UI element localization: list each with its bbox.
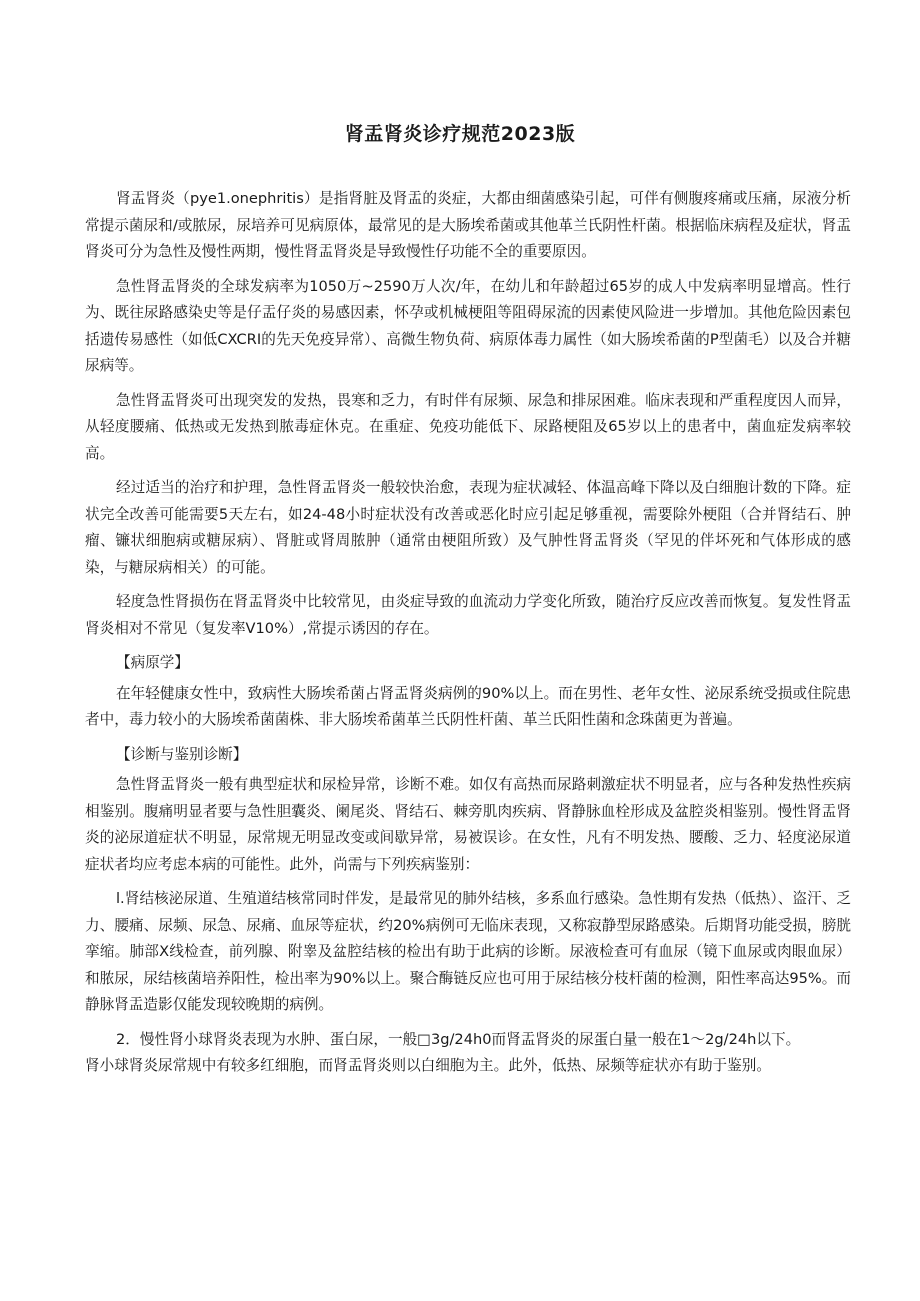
document-body bbox=[85, 186, 851, 1088]
paragraph-item-glomerulonephritis-continued: 肾小球肾炎尿常规中有较多红细胞，而肾盂肾炎则以白细胞为主。此外，低热、尿频等症状亦有助于鉴别。 bbox=[85, 1057, 771, 1074]
paragraph-clinical-features: 急性肾盂肾炎可出现突发的发热，畏寒和乏力，有时伴有尿频、尿急和排尿困难。临床表现和严重程度因人而异，从轻度腰痛、低热或无发热到脓毒症休克。在重症、免疫功能低下、尿路梗阻及65岁以上的患者中，菌血症发病率较高。 bbox=[85, 391, 851, 462]
document-title: 肾盂肾炎诊疗规范2023版 bbox=[344, 123, 576, 145]
paragraph-kidney-injury: 轻度急性肾损伤在肾盂肾炎中比较常见，由炎症导致的血流动力学变化所致，随治疗反应改善而恢复。复发性肾盂肾炎相对不常见（复发率V10%）,常提示诱因的存在。 bbox=[85, 593, 851, 637]
paragraph-item-glomerulonephritis: 2．慢性肾小球肾炎表现为水肿、蛋白尿，一般□3g∕24h0而肾盂肾炎的尿蛋白量一般在1～2g∕24h以下。 bbox=[116, 1030, 801, 1048]
paragraph-item-tuberculosis: l.肾结核泌尿道、生殖道结核常同时伴发，是最常见的肺外结核，多系血行感染。急性期有发热（低热）、盗汗、乏力、腰痛、尿频、尿急、尿痛、血尿等症状，约20%病例可无临床表现，又称寂静型尿路感染。后期肾功能受损，膀胱挛缩。肺部X线检查，前列腺、附睾及盆腔结核的检出有助于此病的诊断。尿液检查可有血尿（镜下血尿或肉眼血尿）和脓尿，尿结核菌培养阳性，检出率为90%以上。聚合酶链反应也可用于尿结核分枝杆菌的检测，阳性率高达95%。而静脉肾盂造影仅能发现较晚期的病例。 bbox=[85, 890, 851, 1013]
paragraph-definition: 肾盂肾炎（pye1.onephritis）是指肾脏及肾盂的炎症，大都由细菌感染引起，可伴有侧腹疼痛或压痛，尿液分析常提示菌尿和/或脓尿，尿培养可见病原体，最常见的是大肠埃希菌或其他革兰氏阴性杆菌。根据临床病程及症状，肾盂肾炎可分为急性及慢性两期，慢性肾盂肾炎是导致慢性仔功能不全的重要原因。 bbox=[85, 190, 851, 260]
paragraph-diagnosis: 急性肾盂肾炎一般有典型症状和尿检异常，诊断不难。如仅有高热而尿路刺激症状不明显者，应与各种发热性疾病相鉴别。腹痛明显者要与急性胆囊炎、阑尾炎、肾结石、棘旁肌肉疾病、肾静脉血栓形成及盆腔炎相鉴别。慢性肾盂肾炎的泌尿道症状不明显，尿常规无明显改变或间歇异常，易被误诊。在女性，凡有不明发热、腰酸、乏力、轻度泌尿道症状者均应考虑本病的可能性。此外，尚需与下列疾病鉴别： bbox=[85, 776, 851, 873]
paragraph-epidemiology: 急性肾盂肾炎的全球发病率为1050万~2590万人次/年，在幼儿和年龄超过65岁的成人中发病率明显增高。性行为、既往尿路感染史等是仔盂仔炎的易感因素，怀孕或机械梗阻等阻碍尿流的因素使风险进一步增加。其他危险因素包括遗传易感性（如低CXCRI的先天免疫异常）、高微生物负荷、病原体毒力属性（如大肠埃希菌的P型菌毛）以及合并糖尿病等。 bbox=[85, 277, 851, 374]
paragraph-etiology: 在年轻健康女性中，致病性大肠埃希菌占肾盂肾炎病例的90%以上。而在男性、老年女性、泌尿系统受损或住院患者中，毒力较小的大肠埃希菌菌株、非大肠埃希菌革兰氏阴性杆菌、革兰氏阳性菌和念珠菌更为普遍。 bbox=[85, 684, 851, 728]
section-heading-etiology: 【病原学】 bbox=[116, 654, 189, 671]
paragraph-treatment-course: 经过适当的治疗和护理，急性肾盂肾炎一般较快治愈，表现为症状减轻、体温高峰下降以及白细胞计数的下降。症状完全改善可能需要5天左右，如24-48小时症状没有改善或恶化时应引起足够重视，需要除外梗阻（合并肾结石、肿瘤、镰状细胞病或糖尿病）、肾脏或肾周脓肿（通常由梗阻所致）及气肿性肾盂肾炎（罕见的伴坏死和气体形成的感染，与糖尿病相关）的可能。 bbox=[85, 479, 851, 576]
section-heading-diagnosis: 【诊断与鉴别诊断】 bbox=[116, 745, 248, 763]
